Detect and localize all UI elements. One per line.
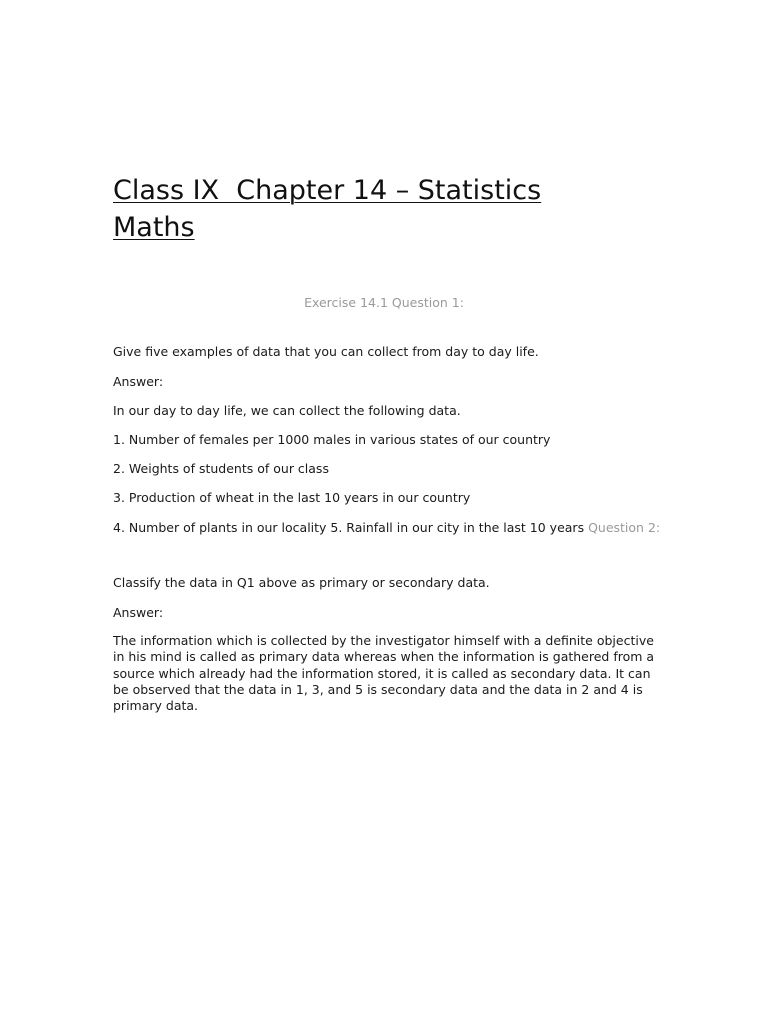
question-2-heading: Question 2: (588, 520, 661, 535)
list-item-with-next-question (113, 520, 663, 536)
q1-answer-label: Answer: (113, 374, 164, 389)
list-item: 2. Weights of students of our class (113, 461, 329, 476)
page-title (113, 172, 673, 246)
exercise-heading: Exercise 14.1 Question 1: (304, 295, 464, 310)
q2-answer-text: The information which is collected by the investigator himself with a definite objective in his mind is called as primary data whereas when the information is gathered from a source which already had the information stored, it is called as secondary data. It can be observed that the data in 1, 3, and 5 is secondary data and the data in 2 and 4 is primary data. (113, 633, 655, 714)
list-item: 1. Number of females per 1000 males in various states of our country (113, 432, 551, 447)
list-item: 3. Production of wheat in the last 10 years in our country (113, 490, 471, 505)
title-line-2: Maths (113, 212, 195, 243)
q1-question: Give five examples of data that you can collect from day to day life. (113, 344, 539, 359)
q2-answer-label: Answer: (113, 605, 164, 620)
q1-answer-intro: In our day to day life, we can collect the following data. (113, 403, 461, 418)
title-line-1: Class IX Chapter 14 – Statistics (113, 175, 542, 206)
q2-question: Classify the data in Q1 above as primary or secondary data. (113, 575, 490, 590)
list-item: 4. Number of plants in our locality 5. Rainfall in our city in the last 10 years (113, 520, 585, 535)
